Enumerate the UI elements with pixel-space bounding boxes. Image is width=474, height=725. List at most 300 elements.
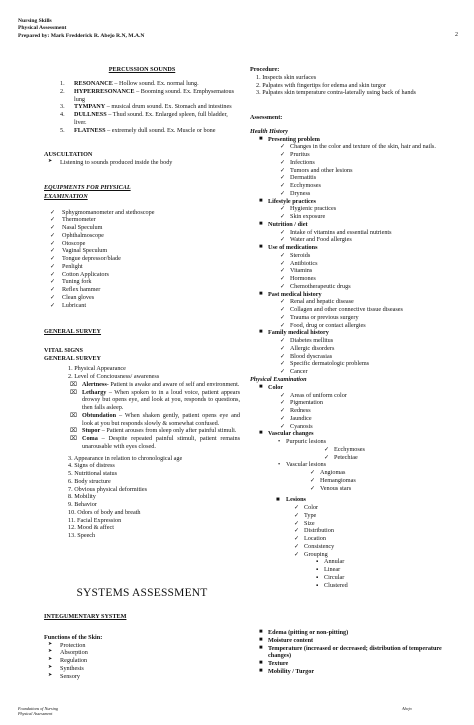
list-item-label: Dryness xyxy=(290,189,311,197)
grouping-type xyxy=(250,558,450,566)
list-item-label: Dermatitis xyxy=(290,174,317,182)
list-item-label: Hygienic practices xyxy=(290,205,337,213)
past-medical-history-label: Past medical history xyxy=(268,290,322,298)
skin-assessment-label: Moisture content xyxy=(268,636,314,644)
skin-assessment-label: Edema (pitting or non-pitting) xyxy=(268,629,349,636)
lesions-label: Lesions xyxy=(286,496,306,504)
list-item xyxy=(250,190,450,198)
equipment-item xyxy=(44,302,240,310)
check-icon: ✓ xyxy=(310,469,316,476)
list-item-label: Cyanosis xyxy=(290,422,313,430)
list-item xyxy=(250,337,450,345)
percussion-term: TYMPANY xyxy=(74,103,106,111)
survey-item: 10. Odors of body and breath xyxy=(68,508,141,516)
list-item xyxy=(250,213,450,221)
survey-item: 9. Behavior xyxy=(68,501,97,508)
equipment-item xyxy=(44,224,240,232)
percussion-item xyxy=(44,103,240,111)
purpuric-lesions-label: Purpuric lesions xyxy=(286,438,327,445)
lesion-attribute xyxy=(250,535,450,543)
clear-box-icon: ⌧ xyxy=(70,380,78,388)
lesion-attribute-label: Type xyxy=(304,511,317,519)
equipment-list xyxy=(44,209,240,310)
skin-assessment-item xyxy=(250,645,450,661)
arrow-icon: ➤ xyxy=(48,664,53,670)
check-icon: ✓ xyxy=(50,224,56,231)
list-item-label: Hormones xyxy=(290,275,316,282)
list-item xyxy=(250,407,450,415)
list-item xyxy=(250,306,450,314)
function-label: Synthesis xyxy=(60,664,84,672)
equipment-item xyxy=(44,255,240,263)
skin-assessment-item xyxy=(250,637,450,645)
footer-author: Abejo xyxy=(402,706,412,711)
nutrition-diet-label: Nutrition / diet xyxy=(268,220,308,228)
check-icon: ✓ xyxy=(50,247,56,255)
check-icon: ✓ xyxy=(280,414,286,422)
function-item xyxy=(44,665,240,673)
percussion-description: – Hollow sound. Ex. normal lung. xyxy=(112,80,199,87)
function-item xyxy=(44,673,240,681)
equipment-title: EQUIPMENTS FOR PHYSICAL xyxy=(44,184,131,191)
lesion-attribute xyxy=(250,512,450,520)
list-item xyxy=(250,260,450,268)
bullet-icon: ■ xyxy=(259,660,263,666)
list-item xyxy=(250,159,450,167)
consciousness-description: – When spoken to in a loud voice, patient appears drowsy but opens eye, and look at you, responds to questions, then falls asleep. xyxy=(82,388,240,411)
bullet-icon: ■ xyxy=(259,220,263,227)
percussion-description: – musical drum sound. Ex. Stomach and intestines xyxy=(105,103,232,111)
function-label: Regulation xyxy=(60,657,88,664)
vital-signs-title: VITAL SIGNS xyxy=(44,346,83,354)
assessment-title: Assessment: xyxy=(250,114,283,121)
survey-item: 6. Body structure xyxy=(68,477,111,485)
page-header xyxy=(18,18,458,40)
check-icon: ✓ xyxy=(280,344,286,352)
check-icon: ✓ xyxy=(280,275,286,282)
systems-title: SYSTEMS ASSESSMENT xyxy=(76,587,208,599)
consciousness-term: Stupor xyxy=(82,427,101,435)
list-item: ➤ Listening to sounds produced inside the body xyxy=(48,158,173,166)
skin-assessment-list xyxy=(250,629,450,676)
percussion-description: – Thud sound. Ex. Enlarged spleen, full bladder, liver. xyxy=(74,111,228,126)
equipment-item xyxy=(44,294,240,302)
bullet-icon: ■ xyxy=(259,135,263,142)
grouping-type-label: Annular xyxy=(324,558,345,566)
equipment-item xyxy=(44,216,240,224)
survey-item: 13. Speech xyxy=(68,532,96,539)
list-item xyxy=(250,446,450,454)
check-icon: ✓ xyxy=(50,293,56,301)
percussion-item xyxy=(44,80,240,88)
check-icon: ✓ xyxy=(294,511,300,519)
check-icon: ✓ xyxy=(50,278,56,286)
list-item xyxy=(250,345,450,353)
past-medical-history xyxy=(250,291,450,299)
percussion-title: PERCUSSION SOUNDS xyxy=(108,66,176,73)
survey-item: 1. Physical Appearance xyxy=(68,365,126,373)
consciousness-description: - Patient is awake and aware of self and environment. xyxy=(106,380,240,388)
auscultation-section xyxy=(44,151,240,167)
function-label: Sensory xyxy=(60,672,80,680)
survey-item: 11. Facial Expression xyxy=(68,516,122,524)
vascular-lesions-label: Vascular lesions xyxy=(286,461,327,469)
equipment-label: Thermometer xyxy=(62,216,96,224)
item-number: 2. xyxy=(60,87,65,95)
header-line-3: Prepared by: Mark Fredderick R. Abejo R.N, M.A.N xyxy=(18,32,145,39)
check-icon: ✓ xyxy=(280,298,286,306)
check-icon: ✓ xyxy=(280,422,286,430)
list-item-label: Redness xyxy=(290,407,311,414)
consciousness-level xyxy=(68,435,240,451)
lesion-attribute-label: Distribution xyxy=(304,527,334,535)
header-line-1: Nursing Skills xyxy=(18,18,52,24)
item-number: 1. xyxy=(60,80,65,87)
list-item-label: Chemotherapeutic drugs xyxy=(290,282,351,290)
general-survey-section xyxy=(44,328,240,540)
bullet-icon: ■ xyxy=(276,496,280,504)
check-icon: ✓ xyxy=(280,321,286,329)
equipment-label: Penlight xyxy=(62,262,83,270)
survey-item: 7. Obvious physical deformities xyxy=(68,485,148,493)
procedure-list xyxy=(250,74,450,97)
equipment-item xyxy=(44,286,240,294)
list-item-label: Cancer xyxy=(290,368,308,375)
list-item xyxy=(250,151,450,159)
bullet-icon: ■ xyxy=(259,644,263,651)
footer-line-2: Physical Assessment xyxy=(18,711,53,717)
procedure-item: 3. Palpates skin temperature contra-laterally using back of hands xyxy=(256,89,416,97)
list-item xyxy=(250,283,450,291)
family-medical-history xyxy=(250,329,450,337)
list-item-label: Ecchymoses xyxy=(290,182,321,189)
consciousness-term: Lethargy xyxy=(82,388,107,396)
bullet-icon: ▪ xyxy=(316,558,319,566)
consciousness-level xyxy=(68,389,240,412)
bullet-icon: ■ xyxy=(259,667,263,674)
equipment-item xyxy=(44,240,240,248)
list-item xyxy=(250,236,450,244)
list-item xyxy=(250,322,450,330)
family-medical-history-label: Family medical history xyxy=(268,329,329,337)
check-icon: ✓ xyxy=(280,282,286,290)
equipment-item xyxy=(44,247,240,255)
integumentary-section xyxy=(44,613,240,680)
check-icon: ✓ xyxy=(50,286,56,293)
percussion-description: – extremely dull sound. Ex. Muscle or bone xyxy=(105,126,216,134)
equipment-item xyxy=(44,232,240,240)
item-number: 5. xyxy=(60,126,65,134)
equipment-label: Tongue depressor/blade xyxy=(62,255,121,262)
systems-title-wrap xyxy=(44,586,240,600)
general-survey-title: GENERAL SURVEY xyxy=(44,328,102,335)
bullet-icon: ■ xyxy=(259,329,263,336)
general-survey-subtitle: GENERAL SURVEY xyxy=(44,354,102,362)
list-item xyxy=(250,485,450,493)
check-icon: ✓ xyxy=(280,337,286,344)
list-item xyxy=(250,469,450,477)
survey-item: 3. Appearance in relation to chronological age xyxy=(68,454,183,462)
bullet-icon: ▪ xyxy=(316,581,319,589)
physical-exam-section xyxy=(250,376,450,589)
equipment-label: Cotton Applicators xyxy=(62,270,109,278)
check-icon: ✓ xyxy=(324,453,330,461)
consciousness-level xyxy=(68,412,240,428)
presenting-problem-label: Presenting problem xyxy=(268,135,320,143)
consciousness-description: – When shaken gently, patient opens eye and look at you but responds slowly & somewhat confused. xyxy=(82,411,240,427)
bullet-icon: ▪ xyxy=(316,566,319,573)
check-icon: ✓ xyxy=(50,208,56,216)
list-item xyxy=(250,423,450,431)
nutrition-diet xyxy=(250,221,450,229)
list-item xyxy=(250,229,450,237)
check-icon: ✓ xyxy=(280,213,286,220)
equipment-item xyxy=(44,271,240,279)
check-icon: ✓ xyxy=(50,231,56,239)
arrow-icon: ➤ xyxy=(48,657,53,662)
list-item-label: Trauma or previous surgery xyxy=(290,313,359,321)
survey-item: 5. Nutritional status xyxy=(68,470,117,477)
list-item xyxy=(250,314,450,322)
check-icon: ✓ xyxy=(280,360,286,368)
equipment-label: Sphygmomanometer and stethoscope xyxy=(62,208,155,216)
list-item xyxy=(250,143,450,151)
health-history-title: Health History xyxy=(250,127,288,135)
list-item xyxy=(250,415,450,423)
percussion-term: DULLNESS xyxy=(74,111,107,118)
lesion-attribute xyxy=(250,543,450,551)
consciousness-level xyxy=(68,381,240,389)
procedure-title: Procedure: xyxy=(250,66,280,73)
lesion-attribute-label: Size xyxy=(304,519,315,527)
procedure-item: 2. Palpates with fingertips for edema and skin turgor xyxy=(256,81,386,89)
skin-assessment-label: Temperature (increased or decreased; distribution of temperature changes) xyxy=(268,644,442,660)
survey-rest-list xyxy=(68,455,240,540)
list-item-label: Angiomas xyxy=(320,469,346,476)
medications-label: Use of medications xyxy=(268,244,318,251)
consciousness-level xyxy=(68,427,240,435)
list-item xyxy=(250,477,450,485)
functions-title: Functions of the Skin: xyxy=(44,633,103,641)
survey-item: 4. Signs of distress xyxy=(68,462,115,470)
bullet-icon: ■ xyxy=(259,430,263,437)
check-icon: ✓ xyxy=(280,251,286,259)
equipment-label: Vaginal Speculum xyxy=(62,247,108,255)
percussion-term: HYPERRESONANCE xyxy=(74,87,135,95)
check-icon: ✓ xyxy=(50,239,56,247)
list-item xyxy=(250,275,450,283)
check-icon: ✓ xyxy=(280,166,286,174)
bullet-icon: ■ xyxy=(259,197,263,204)
list-item-label: Skin exposure xyxy=(290,213,326,220)
check-icon: ✓ xyxy=(294,542,300,550)
vascular-changes xyxy=(250,430,450,438)
list-item xyxy=(250,454,450,462)
list-item-label: Areas of uniform color xyxy=(290,391,347,399)
lesion-attribute-label: Consistency xyxy=(304,542,335,550)
arrow-icon: ➤ xyxy=(48,672,53,678)
bullet-icon: • xyxy=(278,461,281,469)
check-icon: ✓ xyxy=(280,205,286,213)
survey-item: 2. Level of Conciousness/ awareness xyxy=(68,373,160,380)
bullet-icon: ■ xyxy=(259,244,263,250)
integumentary-title: INTEGUMENTARY SYSTEM xyxy=(44,613,127,620)
purpuric-lesions xyxy=(250,438,450,446)
skin-assessment-item xyxy=(250,668,450,676)
list-item-label: Changes in the color and texture of the skin, hair and nails. xyxy=(290,143,436,151)
survey-item: 12. Mood & affect xyxy=(68,524,114,532)
list-item-label: Steroids xyxy=(290,251,311,259)
check-icon: ✓ xyxy=(280,267,286,275)
list-item xyxy=(250,399,450,407)
consciousness-term: Coma xyxy=(82,435,98,442)
auscultation-list xyxy=(44,159,240,167)
clear-box-icon: ⌧ xyxy=(70,427,78,435)
equipment-label: Reflex hammer xyxy=(62,286,101,293)
check-icon: ✓ xyxy=(294,519,300,527)
lesion-attribute xyxy=(250,551,450,559)
function-label: Absorption xyxy=(60,649,88,657)
function-item xyxy=(44,642,240,650)
header-line-2: Physical Assessment xyxy=(18,25,67,32)
bullet-icon: ▪ xyxy=(316,573,319,581)
presenting-problem xyxy=(250,136,450,144)
equipment-label: Ophthalmoscope xyxy=(62,231,104,239)
grouping-type xyxy=(250,566,450,574)
check-icon: ✓ xyxy=(280,399,286,407)
list-item xyxy=(250,174,450,182)
function-item xyxy=(44,649,240,657)
arrow-icon: ➤ xyxy=(48,641,53,647)
lesion-attribute-label: Grouping xyxy=(304,550,328,558)
equipment-label: Tuning fork xyxy=(62,278,92,286)
percussion-item xyxy=(44,88,240,104)
check-icon: ✓ xyxy=(280,313,286,321)
list-item-label: Renal and hepatic disease xyxy=(290,298,354,306)
list-item-label: Tumors and other lesions xyxy=(290,166,353,174)
equipment-title-2: EXAMINATION xyxy=(44,192,88,200)
list-item-label: Venous stars xyxy=(320,484,352,492)
procedure-section xyxy=(250,66,450,97)
lesion-attribute xyxy=(250,527,450,535)
lesion-attribute-label: Color xyxy=(304,504,319,511)
consciousness-term: Alertness xyxy=(82,380,107,388)
check-icon: ✓ xyxy=(294,535,300,542)
list-item-label: Pruritus xyxy=(290,151,310,158)
list-item-label: Specific dermatologic problems xyxy=(290,360,370,368)
list-item-label: Vitamins xyxy=(290,267,313,275)
check-icon: ✓ xyxy=(310,484,316,492)
bullet-icon: ■ xyxy=(259,290,263,297)
percussion-list xyxy=(44,80,240,134)
list-item xyxy=(250,167,450,175)
check-icon: ✓ xyxy=(280,182,286,189)
survey-item: 8. Mobility xyxy=(68,493,96,501)
lesion-attribute xyxy=(250,520,450,528)
color xyxy=(250,384,450,392)
percussion-term: FLATNESS xyxy=(74,126,106,134)
list-item-label: Blood dyscrasias xyxy=(290,352,333,360)
check-icon: ✓ xyxy=(294,504,300,511)
list-item-label: Water and Food allergies xyxy=(290,236,352,244)
list-item-label: Pigmentation xyxy=(290,399,323,407)
equipment-label: Nasal Speculum xyxy=(62,224,103,231)
check-icon: ✓ xyxy=(280,368,286,375)
lesion-attribute-label: Location xyxy=(304,535,326,542)
vascular-changes-label: Vascular changes xyxy=(268,430,314,438)
list-item xyxy=(250,182,450,190)
check-icon: ✓ xyxy=(50,301,56,309)
percussion-item xyxy=(44,127,240,135)
list-item xyxy=(250,368,450,376)
check-icon: ✓ xyxy=(280,407,286,414)
check-icon: ✓ xyxy=(280,151,286,158)
lesion-attribute xyxy=(250,504,450,512)
check-icon: ✓ xyxy=(280,236,286,244)
page-footer xyxy=(18,706,458,716)
list-item xyxy=(250,360,450,368)
function-label: Protection xyxy=(60,641,86,649)
procedure-item: 1. Inspects skin surfaces xyxy=(256,73,317,81)
clear-box-icon: ⌧ xyxy=(70,411,78,419)
list-item-label: Ecchymoses xyxy=(334,445,365,453)
function-item xyxy=(44,657,240,665)
check-icon: ✓ xyxy=(50,270,56,278)
check-icon: ✓ xyxy=(280,189,286,197)
assessment-section xyxy=(250,114,450,376)
check-icon: ✓ xyxy=(280,259,286,267)
functions-list xyxy=(44,642,240,681)
percussion-item xyxy=(44,111,240,127)
skin-assessment-label: Texture xyxy=(268,660,289,667)
clear-box-icon: ⌧ xyxy=(70,435,78,442)
skin-assessment-label: Mobility / Turgor xyxy=(268,667,315,675)
grouping-type-label: Linear xyxy=(324,566,341,573)
physical-exam-list xyxy=(250,384,450,590)
percussion-term: RESONANCE xyxy=(74,80,113,87)
bullet-icon: • xyxy=(278,438,281,445)
list-item xyxy=(250,298,450,306)
equipment-label: Clean gloves xyxy=(62,293,95,301)
list-item-label: Allergic disorders xyxy=(290,344,335,352)
equipment-item xyxy=(44,209,240,217)
consciousness-description: – Despite repeated painful stimuli, patient remains unarousable with eyes closed. xyxy=(82,435,240,450)
bullet-icon: ■ xyxy=(259,383,263,390)
equipment-section xyxy=(44,184,240,309)
bullet-icon: ■ xyxy=(259,629,263,635)
lifestyle-practices xyxy=(250,198,450,206)
check-icon: ✓ xyxy=(280,228,286,236)
percussion-description: – Booming sound. Ex. Emphysematous lung xyxy=(74,87,235,103)
vascular-lesions xyxy=(250,461,450,469)
grouping-type-label: Circular xyxy=(324,573,345,581)
list-item-label: Hemangiomas xyxy=(320,476,356,484)
lesions xyxy=(250,496,450,504)
list-item-label: Infections xyxy=(290,158,315,166)
list-item-label: Collagen and other connective tissue diseases xyxy=(290,306,403,313)
list-item-label: Jaundice xyxy=(290,414,312,422)
skin-assessment-item xyxy=(250,660,450,668)
grouping-type-label: Clustered xyxy=(324,581,348,589)
list-item-label: Intake of vitamins and essential nutrients xyxy=(290,228,392,236)
physical-exam-title: Physical Examination xyxy=(250,376,307,383)
auscultation-title: AUSCULTATION xyxy=(44,151,93,158)
item-number: 4. xyxy=(60,111,65,118)
check-icon: ✓ xyxy=(310,476,316,484)
check-icon: ✓ xyxy=(280,143,286,151)
check-icon: ✓ xyxy=(324,445,330,453)
list-item-label: Food, drug or contact allergies xyxy=(290,321,366,329)
